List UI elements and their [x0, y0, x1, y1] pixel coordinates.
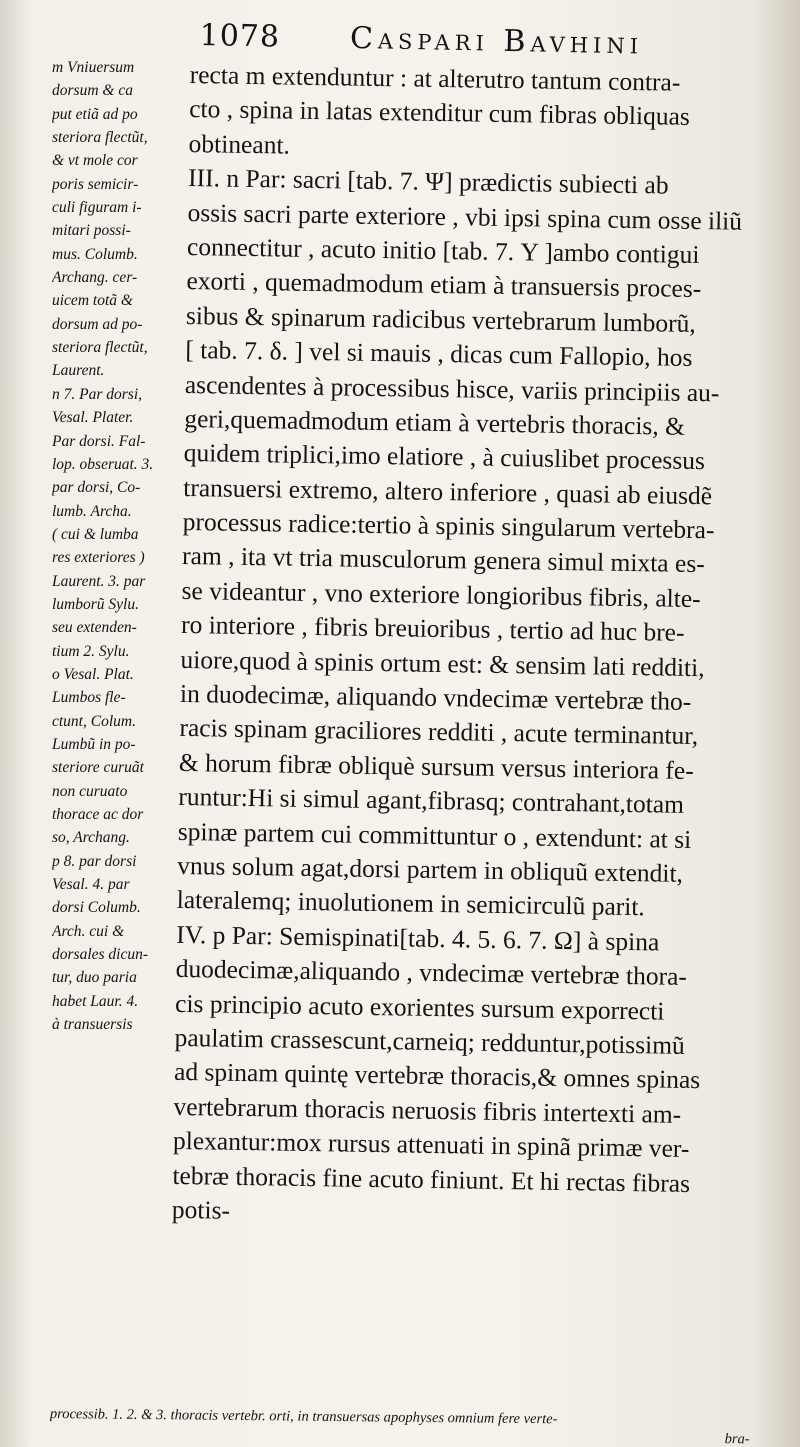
text-line: cis principio acuto exorientes sursum exporrecti	[174, 988, 665, 1026]
text-line: potis-	[171, 1194, 231, 1225]
text-line: cto , spina in latas extenditur cum fibras obliquas	[188, 94, 691, 132]
margin-note-line: dorsales dicun-	[52, 946, 149, 964]
text-line: exorti , quemadmodum etiam à transuersis proces-	[186, 266, 702, 304]
margin-note-line: Vesal. 4. par	[52, 876, 130, 894]
margin-note-line: Vesal. Plater.	[52, 409, 134, 427]
text-line: tebræ thoracis fine acuto finiunt. Et hi rectas fibras	[172, 1160, 691, 1198]
text-line: vertebrarum thoracis neruosis fibris intertexti am-	[173, 1091, 682, 1129]
text-line: ossis sacri parte exteriore , vbi ipsi spina cum osse iliũ	[187, 197, 743, 236]
margin-note-line: non curuato	[52, 782, 128, 800]
margin-note-line: habet Laur. 4.	[52, 992, 139, 1010]
margin-note-line: culi figuram i-	[52, 199, 142, 217]
margin-note-line: thorace ac dor	[52, 806, 144, 823]
text-line: III. n Par: sacri [tab. 7. Ψ] prædictis subiecti ab	[187, 163, 669, 200]
margin-note-line: mitari possi-	[52, 222, 131, 240]
footnote-line: processib. 1. 2. & 3. thoracis vertebr. orti, in transuersas apophyses omnium fere verte-	[49, 1406, 558, 1428]
margin-note-line: n 7. Par dorsi,	[52, 385, 142, 403]
page-number: 1078	[199, 18, 281, 55]
text-line: ro interiore , fibris breuioribus , tertio ad huc bre-	[180, 610, 685, 648]
margin-note-line: dorsum ad po-	[52, 315, 143, 333]
margin-note-line: Arch. cui &	[52, 922, 125, 940]
text-line: geri,quemadmodum etiam à vertebris thoracis, &	[184, 403, 686, 441]
text-line: processus radice:tertio à spinis singularum vertebra-	[182, 507, 715, 545]
margin-note-line: p 8. par dorsi	[52, 852, 137, 870]
margin-note-line: seu extenden-	[52, 619, 137, 637]
text-line: uiore,quod à spinis ortum est: & sensim lati redditi,	[180, 644, 705, 682]
footnote-line: bra-	[724, 1431, 750, 1447]
margin-note-line: & vt mole cor	[52, 152, 138, 170]
margin-note-line: tium 2. Sylu.	[52, 642, 130, 660]
margin-note-line: ( cui & lumba	[52, 525, 139, 543]
text-line: se videantur , vno exteriore longioribus fibris, alte-	[181, 575, 701, 613]
text-line: ascendentes à processibus hisce, variis principiis au-	[184, 369, 720, 407]
margin-note-line: par dorsi, Co-	[52, 479, 141, 497]
margin-note-line: uicem totã &	[52, 292, 133, 310]
text-line: vnus solum agat,dorsi partem in obliquũ extendit,	[177, 850, 684, 888]
margin-note-line: dorsum & ca	[52, 82, 133, 100]
main-text	[172, 58, 772, 1236]
margin-note-line: steriore curuãt	[52, 759, 144, 777]
text-line: quidem triplici,imo elatiore , à cuiuslibet processus	[183, 438, 706, 476]
text-line: connectitur , acuto initio [tab. 7. Υ ]ambo contigui	[186, 231, 700, 269]
margin-note-line: steriora flectũt,	[52, 339, 148, 357]
margin-note-line: res exteriores )	[52, 549, 145, 567]
margin-note-line: lop. obseruat. 3.	[52, 455, 154, 473]
margin-note-line: m Vniuersum	[52, 59, 135, 76]
margin-note-line: lumborũ Sylu.	[52, 595, 139, 613]
margin-note-line: Lumbũ in po-	[52, 735, 136, 753]
text-line: ad spinam quintę vertebræ thoracis,& omnes spinas	[173, 1057, 701, 1095]
text-line: spinæ partem cui committuntur o , extendunt: at si	[177, 816, 692, 854]
text-line: racis spinam graciliores redditi , acute terminantur,	[179, 713, 699, 751]
text-line: obtineant.	[188, 128, 291, 160]
text-line: duodecimæ,aliquando , vndecimæ vertebræ thora-	[175, 954, 688, 992]
margin-note-line: Laurent. 3. par	[52, 572, 146, 590]
margin-note-line: so, Archang.	[52, 829, 130, 847]
text-line: IV. p Par: Semispinati[tab. 4. 5. 6. 7. Ω] à spina	[176, 919, 660, 957]
text-line: sibus & spinarum radicibus vertebrarum lumborũ,	[185, 300, 697, 338]
text-line: ram , ita vt tria musculorum genera simul mixta es-	[181, 541, 705, 579]
running-head: Caspari Bavhini	[349, 20, 644, 62]
text-line: in duodecimæ, aliquando vndecimæ vertebræ tho-	[179, 678, 692, 716]
margin-note-line: Lumbos fle-	[52, 689, 126, 707]
text-line: [ tab. 7. δ. ] vel si mauis , dicas cum Fallopio, hos	[185, 335, 693, 373]
text-line: paulatim crassescunt,carneiq; redduntur,potissimũ	[174, 1022, 686, 1060]
margin-note-line: ctunt, Colum.	[52, 712, 136, 730]
margin-note-line: o Vesal. Plat.	[52, 665, 134, 683]
text-line: recta m extenduntur : at alterutro tantum contra-	[189, 59, 681, 97]
margin-note-line: put etiã ad po	[52, 105, 138, 123]
margin-note-line: dorsi Columb.	[52, 899, 141, 917]
margin-note-line: à transuersis	[52, 1016, 133, 1034]
margin-note-line: steriora flectũt,	[52, 129, 148, 147]
text-line: transuersi extremo, altero inferiore , quasi ab eiusdẽ	[183, 472, 713, 510]
margin-note-line: mus. Columb.	[52, 245, 138, 263]
footnote	[50, 1405, 770, 1447]
margin-note-line: lumb. Archa.	[52, 502, 132, 520]
text-line: runtur:Hi si simul agant,fibrasq; contrahant,totam	[178, 782, 685, 820]
text-line: lateralemq; inuolutionem in semicirculũ parit.	[176, 885, 646, 922]
margin-note-line: poris semicir-	[52, 175, 139, 193]
text-line: & horum fibræ obliquè sursum versus interiora fe-	[178, 747, 694, 785]
margin-note-line: Archang. cer-	[52, 269, 138, 287]
text-line: plexantur:mox rursus attenuati in spinã primæ ver-	[172, 1125, 690, 1164]
margin-note-line: tur, duo paria	[52, 969, 137, 987]
margin-note-line: Par dorsi. Fal-	[52, 432, 146, 450]
margin-note-line: Laurent.	[52, 362, 105, 380]
